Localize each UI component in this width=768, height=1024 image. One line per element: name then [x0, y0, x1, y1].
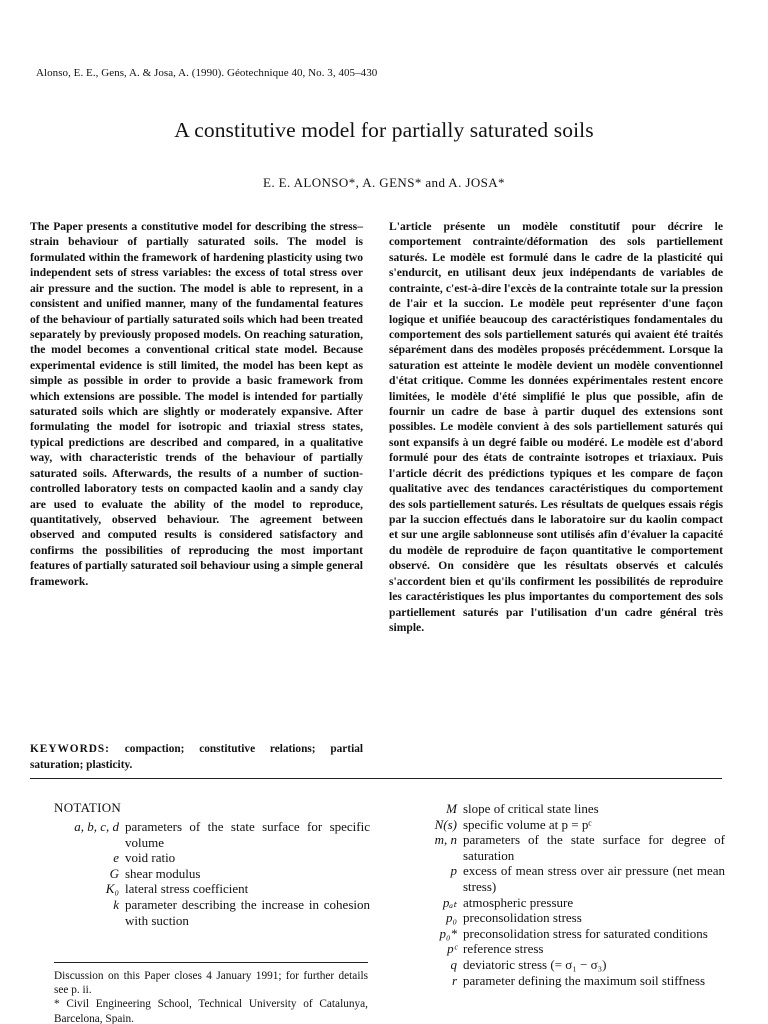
- keywords-text: compaction; constitutive relations; partial saturation; plasticity.: [30, 743, 363, 771]
- notation-symbol: r: [451, 972, 457, 988]
- discussion-note: Discussion on this Paper closes 4 January 1991; for further details see p. ii.: [54, 970, 368, 997]
- abstract-french: [389, 219, 723, 635]
- notation-row: [30, 866, 370, 882]
- notation-heading: NOTATION: [54, 800, 122, 815]
- notation-list-right: [380, 801, 725, 988]
- notation-symbol: K₀: [105, 881, 119, 897]
- notation-definition: shear modulus: [125, 865, 201, 881]
- notation-definition: parameter describing the increase in cohesion with suction: [125, 896, 370, 928]
- notation-definition: excess of mean stress over air pressure (net mean stress): [463, 863, 725, 894]
- notation-symbol: pᶜ: [447, 941, 457, 957]
- notation-symbol: G: [109, 865, 119, 881]
- notation-symbol: q: [450, 956, 457, 972]
- notation-row: [380, 895, 725, 911]
- notation-definition: preconsolidation stress: [463, 910, 582, 926]
- notation-definition: lateral stress coefficient: [125, 881, 249, 897]
- keywords-label: KEYWORDS:: [30, 743, 110, 755]
- notation-symbol: m, n: [434, 832, 457, 848]
- paper-title: A constitutive model for partially saturated soils: [174, 118, 594, 142]
- notation-definition: slope of critical state lines: [463, 801, 599, 816]
- keywords: [30, 741, 363, 773]
- affiliation-note: * Civil Engineering School, Technical University of Catalunya, Barcelona, Spain.: [54, 998, 368, 1024]
- abstract-french-text: L'article présente un modèle constitutif pour décrire le comportement contrainte/déformation des sols partiellement saturés. Le modèle est formulé dans le cadre de la plasticité qui s'endurcit, en utilisant deux jeux indépendants de variables de contrainte, c'est-à-dire l'excès de la contrainte totale sur la pression de l'air et la succion. Le modèle peut représenter d'une façon logique et unifiée beaucoup des caractéristiques fondamentales du comportement des sols partiellement saturés qui avaient été traités séparément dans des modèles proposés précédemment. Lorsque la saturation est atteinte le modèle devient un modèle conventionnel d'état critique. Comme les données expérimentales restent encore limitées, le modèle d'été simplifié le plus que possible, afin de fournir un cadre de base à partir duquel des extensions sont possibles. Le modèle convient à des sols partiellement saturés qui sont expansifs à un degré faible ou modéré. Le modèle est d'abord formulé pour des états de contrainte isotropes et triaxiaux. Puis l'article décrit des prédictions typiques et les compare de façon qualitative avec des tendances caractéristiques du comportement des sols partiellement saturés. Les résultats de quelques essais régis par la succion effectués dans le laboratoire sur du kaolin compact et sur une argile sablonneuse sont utilisés afin d'évaluer la capacité du modèle de reproduire de façon quantitative le comportement observé. On considère que les résultats observés et calculés s'accordent bien et qu'ils confirment les possibilités de reproduire les caractéristiques les plus importantes du comportement des sols partiellement saturés par l'utilisation d'un cadre général très simple.: [389, 220, 723, 634]
- footnotes: [54, 962, 368, 1024]
- notation-symbol: a, b, c, d: [74, 819, 119, 834]
- notation-symbol: e: [113, 850, 119, 866]
- notation-row: [380, 926, 725, 942]
- notation-definition: void ratio: [125, 850, 176, 866]
- notation-row: [380, 957, 725, 973]
- notation-definition: specific volume at p = pᶜ: [463, 816, 592, 832]
- notation-symbol: p₀*: [439, 925, 457, 941]
- author-list: E. E. ALONSO*, A. GENS* and A. JOSA*: [263, 175, 505, 190]
- abstract-english-text: The Paper presents a constitutive model for describing the stress–strain behaviour of partially saturated soils. The model is formulated within the framework of hardening plasticity using two independent sets of stress variables: the excess of total stress over air pressure and the suction. The model is able to represent, in a consistent and unified manner, many of the fundamental features of the behaviour of partially saturated soils which had been treated separately by previously proposed models. On reaching saturation, the model becomes a conventional critical state model. Because experimental evidence is still limited, the model has been kept as simple as possible in order to provide a basic framework from which extensions are possible. The model is intended for partially saturated soils which are slightly or moderately expansive. After formulating the model for isotropic and triaxial stress states, typical predictions are described and compared, in a qualitative way, with characteristic trends of the behaviour of partially saturated soils. Afterwards, the results of a number of suction-controlled laboratory tests on compacted kaolin and a sandy clay are used to evaluate the ability of the model to reproduce, quantitatively, observed behaviour. The agreement between observed and computed results is considered satisfactory and confirms the possibilities of reproducing the most important features of partially saturated soil behaviour using a simple general framework.: [30, 220, 363, 588]
- notation-definition: parameter defining the maximum soil stiffness: [463, 972, 706, 988]
- notation-row: [380, 817, 725, 833]
- notation-row: [30, 850, 370, 866]
- notation-symbol: N(s): [434, 816, 457, 832]
- notation-list-left: [30, 819, 370, 928]
- notation-symbol: k: [113, 896, 119, 912]
- section-divider: [30, 778, 722, 779]
- abstract-english: [30, 219, 363, 589]
- notation-definition: deviatoric stress (= σ₁ − σ₃): [463, 956, 607, 972]
- notation-definition: reference stress: [463, 941, 544, 957]
- notation-row: [30, 881, 370, 897]
- notation-row: [380, 941, 725, 957]
- notation-row: [380, 801, 725, 817]
- citation-header: Alonso, E. E., Gens, A. & Josa, A. (1990). Géotechnique 40, No. 3, 405–430: [36, 67, 378, 79]
- notation-row: [30, 819, 370, 850]
- notation-symbol: p: [450, 863, 457, 879]
- notation-row: [30, 897, 370, 928]
- notation-definition: parameters of the state surface for specific volume: [125, 819, 370, 850]
- notation-symbol: p₀: [445, 910, 457, 926]
- notation-definition: atmospheric pressure: [463, 894, 574, 910]
- notation-row: [380, 910, 725, 926]
- notation-symbol: pₐₜ: [442, 894, 457, 910]
- notation-symbol: M: [446, 801, 457, 816]
- notation-row: [380, 973, 725, 989]
- notation-row: [380, 863, 725, 894]
- notation-row: [380, 832, 725, 863]
- notation-definition: preconsolidation stress for saturated conditions: [463, 925, 708, 941]
- notation-definition: parameters of the state surface for degree of saturation: [463, 832, 725, 863]
